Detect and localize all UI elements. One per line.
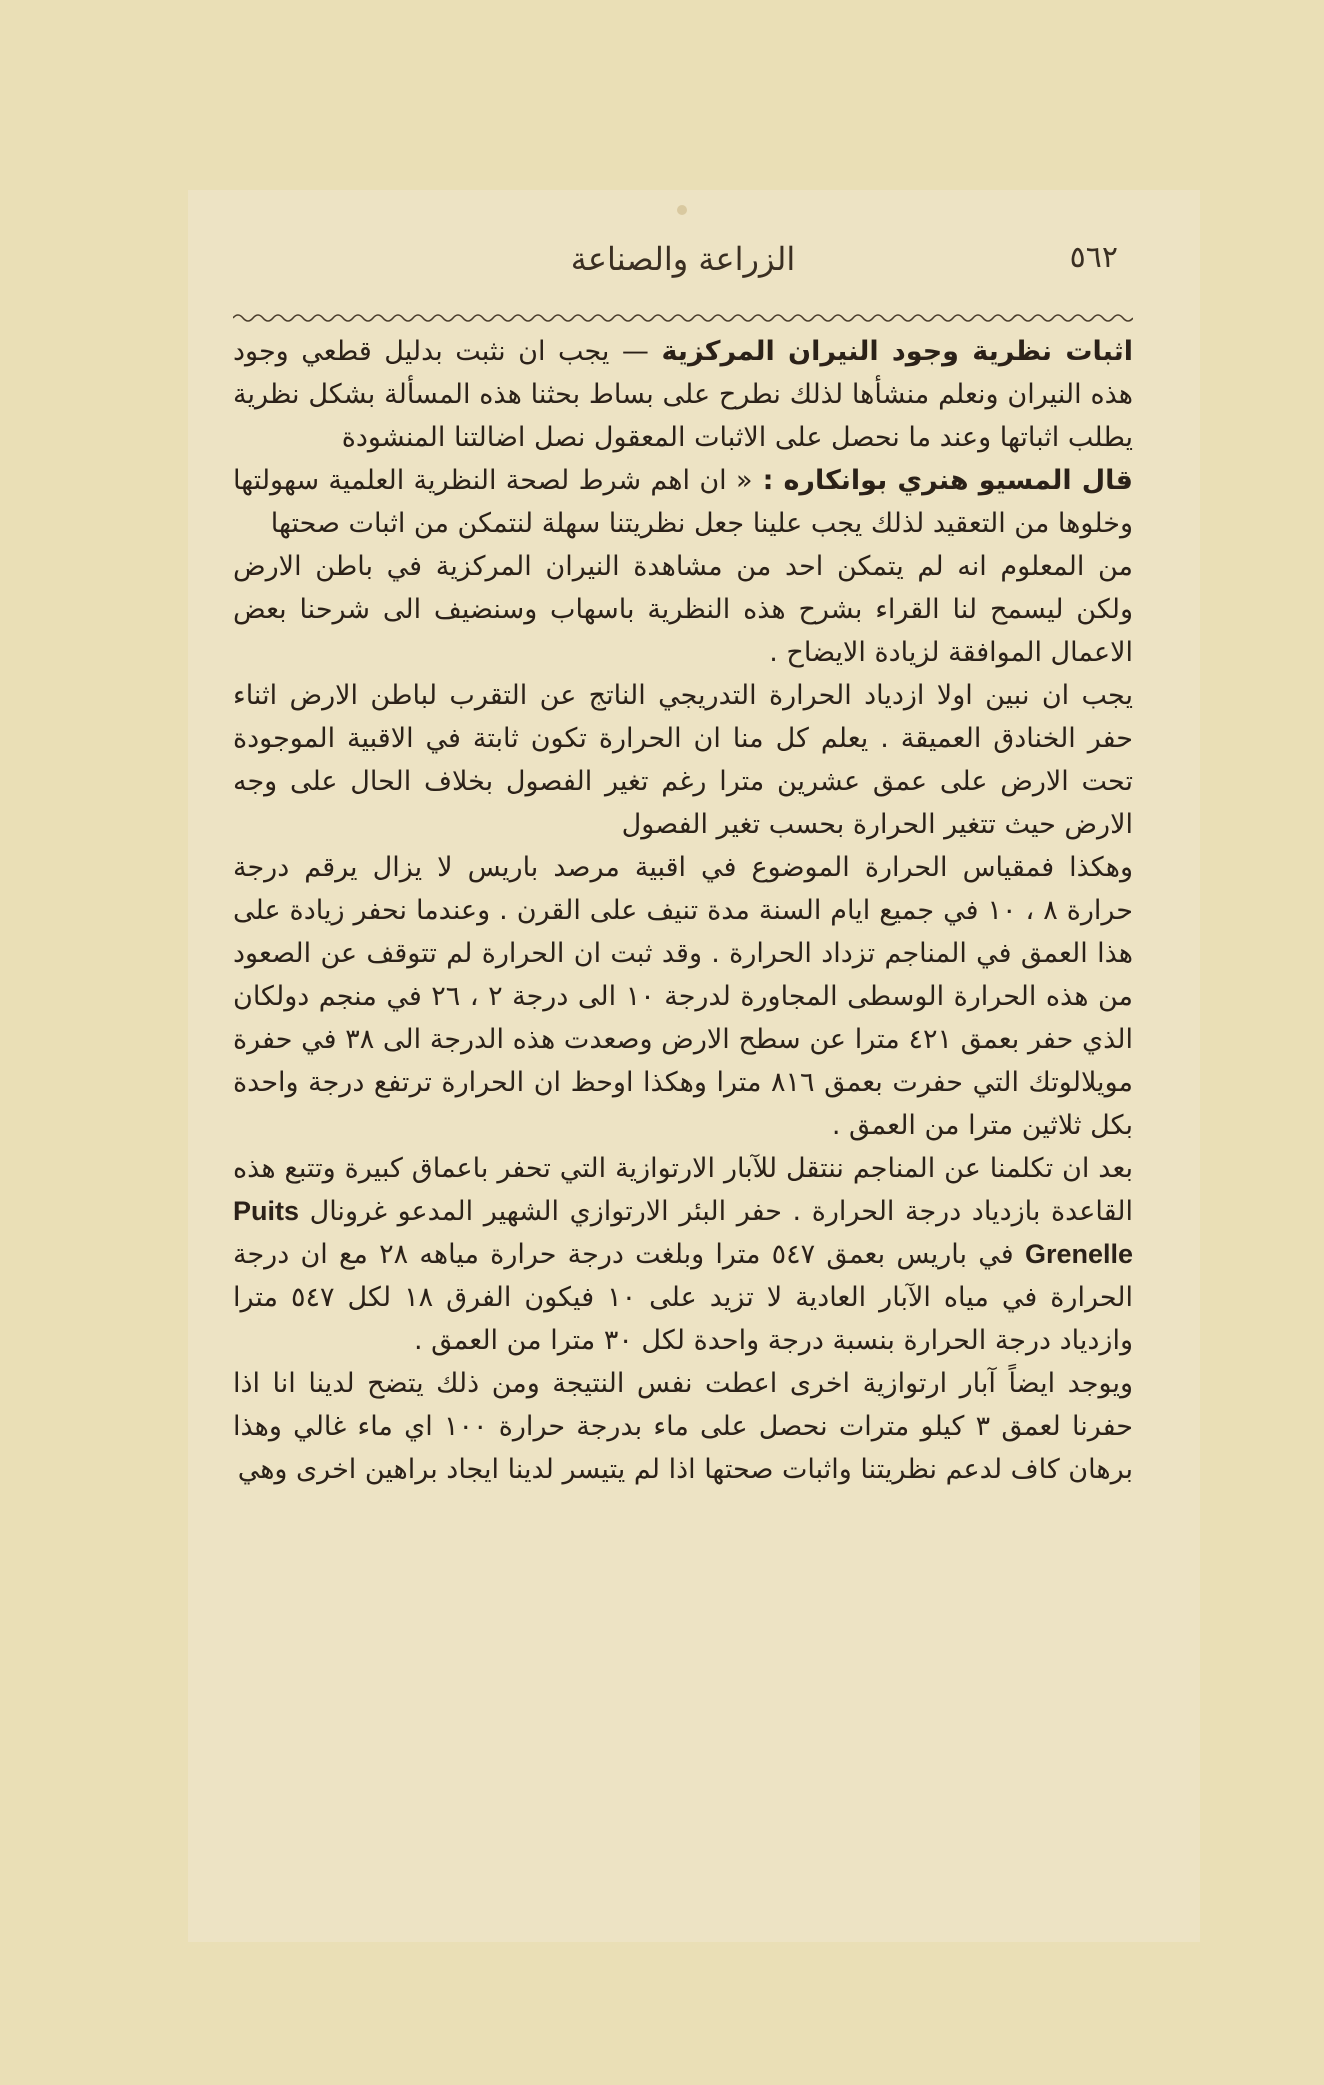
paragraph-5 bbox=[233, 846, 1133, 1147]
page-number: ٥٦٢ bbox=[1069, 240, 1118, 275]
quote-lead: قال المسيو هنري بوانكاره : bbox=[752, 465, 1133, 496]
paragraph-1 bbox=[233, 330, 1133, 459]
running-title: الزراعة والصناعة bbox=[570, 240, 796, 278]
latin-term: Puits Grenelle bbox=[233, 1196, 1134, 1269]
paragraph-text: ويوجد ايضاً آبار ارتوازية اخرى اعطت نفس النتيجة ومن ذلك يتضح لدينا انا اذا حفرنا لعمق ٣ كيلو مترات نحصل على ماء بدرجة حرارة ١٠٠ اي ماء غالي وهذا برهان كاف لدعم نظريتنا واثبات صحتها اذا لم يتيسر لدينا ايجاد براهين اخرى وهي bbox=[233, 1368, 1133, 1485]
paragraph-4 bbox=[233, 674, 1133, 846]
paragraph-text: في باريس بعمق ٥٤٧ مترا وبلغت درجة حرارة مياهه ٢٨ مع ان درجة الحرارة في مياه الآبار العادية لا تزيد على ١٠ فيكون الفرق ١٨ لكل ٥٤٧ مترا وازدياد درجة الحرارة بنسبة درجة واحدة لكل ٣٠ مترا من العمق . bbox=[233, 1239, 1133, 1356]
paragraph-text: يجب ان نثبت بدليل قطعي وجود هذه النيران ونعلم منشأها لذلك نطرح على بساط بحثنا هذه المسألة بشكل نظرية يطلب اثباتها وعند ما نحصل على الاثبات المعقول نصل اضالتنا المنشودة bbox=[233, 336, 1133, 453]
article-body bbox=[233, 330, 1133, 1491]
paragraph-text: بعد ان تكلمنا عن المناجم ننتقل للآبار الارتوازية التي تحفر باعماق كبيرة وتتبع هذه القاعدة بازدياد درجة الحرارة . حفر البئر الارتوازي الشهير المدعو غرونال bbox=[233, 1153, 1133, 1227]
paragraph-3 bbox=[233, 545, 1133, 674]
paragraph-text: من المعلوم انه لم يتمكن احد من مشاهدة النيران المركزية في باطن الارض ولكن ليسمح لنا القراء بشرح هذه النظرية باسهاب وسنضيف الى شرحنا بعض الاعمال الموافقة لزيادة الايضاح . bbox=[233, 551, 1133, 668]
paragraph-6 bbox=[233, 1147, 1133, 1362]
paragraph-text: يجب ان نبين اولا ازدياد الحرارة التدريجي الناتج عن التقرب لباطن الارض اثناء حفر الخنادق العميقة . يعلم كل منا ان الحرارة تكون ثابتة في الاقبية الموجودة تحت الارض على عمق عشرين مترا رغم تغير الفصول بخلاف الحال على وجه الارض حيث تتغير الحرارة بحسب تغير الفصول bbox=[233, 680, 1133, 840]
ink-smudge bbox=[677, 205, 687, 215]
page-header bbox=[238, 240, 1128, 300]
heading-dash: — bbox=[609, 336, 662, 367]
wavy-header-rule bbox=[233, 312, 1133, 324]
paragraph-7 bbox=[233, 1362, 1133, 1491]
paragraph-text: « ان اهم شرط لصحة النظرية العلمية سهولتها وخلوها من التعقيد لذلك يجب علينا جعل نظريتنا سهلة لنتمكن من اثبات صحتها bbox=[233, 465, 1133, 539]
paragraph-text: وهكذا فمقياس الحرارة الموضوع في اقبية مرصد باريس لا يزال يرقم درجة حرارة ٨ ، ١٠ في جميع ايام السنة مدة تنيف على القرن . وعندما نحفر زيادة على هذا العمق في المناجم تزداد الحرارة . وقد ثبت ان الحرارة لم تتوقف عن الصعود من هذه الحرارة الوسطى المجاورة لدرجة ١٠ الى درجة ٢ ، ٢٦ في منجم دولكان الذي حفر بعمق ٤٢١ مترا عن سطح الارض وصعدت هذه الدرجة الى ٣٨ في حفرة مويلالوتك التي حفرت بعمق ٨١٦ مترا وهكذا اوحظ ان الحرارة ترتفع درجة واحدة بكل ثلاثين مترا من العمق . bbox=[233, 852, 1133, 1141]
page-scan bbox=[188, 190, 1200, 1942]
paragraph-2 bbox=[233, 459, 1133, 545]
section-heading: اثبات نظرية وجود النيران المركزية bbox=[661, 336, 1134, 367]
